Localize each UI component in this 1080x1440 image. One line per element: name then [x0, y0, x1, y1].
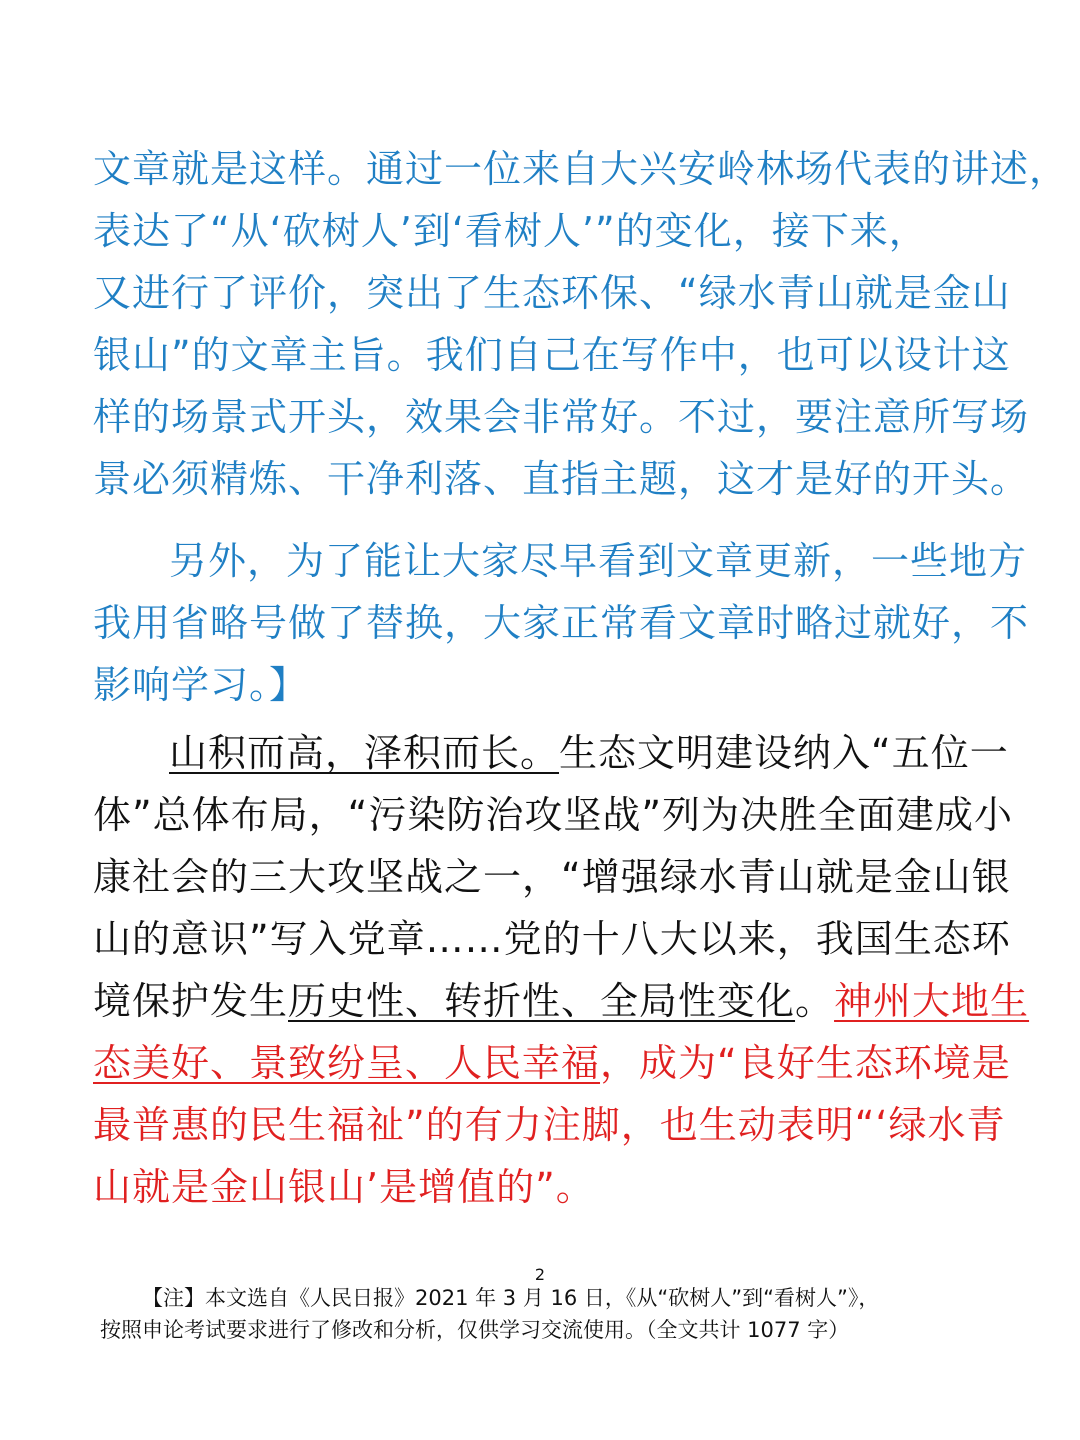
commentary-note-paragraph: [93, 530, 1030, 716]
article-line: 体”总体布局，“污染防治攻坚战”列为决胜全面建成小: [93, 793, 1014, 837]
article-line: 康社会的三大攻坚战之一，“增强绿水青山就是金山银: [93, 855, 1011, 899]
article-text: 。: [795, 979, 835, 1023]
topic-sentence: 山积而高，泽积而长。: [169, 731, 560, 775]
source-note-line: 【注】本文选自《人民日报》2021 年 3 月 16 日，《从“砍树人”到“看树人”》，: [142, 1286, 880, 1310]
article-paragraph: [93, 722, 1030, 1218]
commentary-line: 又进行了评价，突出了生态环保、“绿水青山就是金山: [93, 271, 1011, 315]
commentary-line: 景必须精炼、干净利落、直指主题，这才是好的开头。: [93, 457, 1030, 501]
article-text: 生态文明建设纳入“五位一: [559, 731, 1009, 775]
source-note-line: 按照申论考试要求进行了修改和分析，仅供学习交流使用。（全文共计 1077 字）: [100, 1318, 850, 1342]
article-line: [93, 970, 1030, 1032]
article-line: 山就是金山银山’是增值的”。: [93, 1165, 595, 1209]
article-line: [93, 722, 1009, 784]
article-line: 最普惠的民生福祉”的有力注脚，也生动表明“‘绿水青: [93, 1103, 1006, 1147]
article-line: 山的意识”写入党章……党的十八大以来，我国生态环: [93, 917, 1011, 961]
article-text: 境保护发生: [93, 979, 289, 1023]
commentary-line: 我用省略号做了替换，大家正常看文章时略过就好，不: [93, 601, 1030, 645]
commentary-line: 另外，为了能让大家尽早看到文章更新，一些地方: [169, 539, 1028, 583]
commentary-line: 样的场景式开头，效果会非常好。不过，要注意所写场: [93, 395, 1030, 439]
page-number: 2: [534, 1265, 546, 1284]
highlighted-phrase: 态美好、景致纷呈、人民幸福: [93, 1041, 601, 1085]
commentary-line: 表达了“从‘砍树人’到‘看树人’”的变化，接下来，: [93, 209, 928, 253]
highlighted-text: ，成为“良好生态环境是: [600, 1041, 1011, 1085]
commentary-line: 影响学习。】: [93, 663, 309, 707]
source-note: [100, 1282, 1000, 1346]
commentary-paragraph: [93, 138, 1069, 510]
underlined-phrase: 历史性、转折性、全局性变化: [288, 979, 796, 1023]
commentary-line: 银山”的文章主旨。我们自己在写作中，也可以设计这: [93, 333, 1011, 377]
highlighted-phrase: 神州大地生: [834, 979, 1030, 1023]
article-line: [93, 1032, 1011, 1094]
commentary-line: 文章就是这样。通过一位来自大兴安岭林场代表的讲述，: [93, 147, 1069, 191]
